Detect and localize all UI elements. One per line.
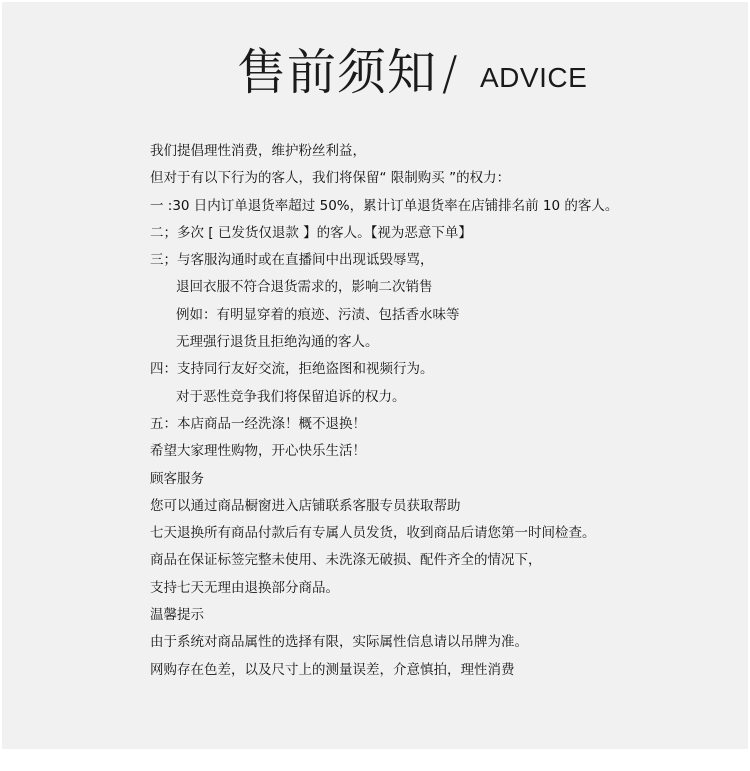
section-heading: 顾客服务 (150, 470, 204, 487)
rule-detail-line: 例如：有明显穿着的痕迹、污渍、包括香水味等 (176, 306, 460, 323)
rule-detail-line: 对于恶性竞争我们将保留追诉的权力。 (176, 388, 406, 405)
rule-line: 五：本店商品一经洗涤！概不退换！ (150, 415, 366, 432)
rule-line: 二；多次 [ 已发货仅退款 】的客人。【视为恶意下单】 (150, 224, 472, 241)
rule-line: 四：支持同行友好交流，拒绝盗图和视频行为。 (150, 361, 434, 378)
rule-detail-line: 无理强行退货且拒绝沟通的客人。 (176, 334, 379, 351)
service-line: 商品在保证标签完整未使用、未洗涤无破损、配件齐全的情况下， (150, 552, 542, 569)
tip-line: 由于系统对商品属性的选择有限，实际属性信息请以吊牌为准。 (150, 634, 528, 651)
page-subtitle: ADVICE (480, 62, 588, 93)
advice-text (150, 138, 618, 684)
page-header (2, 38, 748, 108)
service-line: 支持七天无理由退换部分商品。 (150, 579, 339, 596)
title-separator: / (442, 46, 458, 100)
intro-line: 但对于有以下行为的客人，我们将保留“ 限制购买 ”的权力： (150, 170, 511, 187)
service-line: 您可以通过商品橱窗进入店铺联系客服专员获取帮助 (150, 497, 461, 514)
rule-line: 三；与客服沟通时或在直播间中出现诋毁辱骂， (150, 252, 434, 269)
tip-line: 网购存在色差，以及尺寸上的测量误差，介意慎拍，理性消费 (150, 661, 515, 678)
service-line: 七天退换所有商品付款后有专属人员发货，收到商品后请您第一时间检查。 (150, 525, 596, 542)
rule-line: 一 :30 日内订单退货率超过 50%，累计订单退货率在店铺排名前 10 的客人。 (150, 197, 619, 214)
rule-detail-line: 退回衣服不符合退货需求的，影响二次销售 (176, 279, 433, 296)
closing-line: 希望大家理性购物，开心快乐生活！ (150, 443, 366, 460)
advice-panel (2, 2, 748, 749)
intro-line: 我们提倡理性消费，维护粉丝利益， (150, 143, 366, 159)
page-title: 售前须知 (237, 44, 438, 101)
section-heading: 温馨提示 (150, 607, 204, 624)
